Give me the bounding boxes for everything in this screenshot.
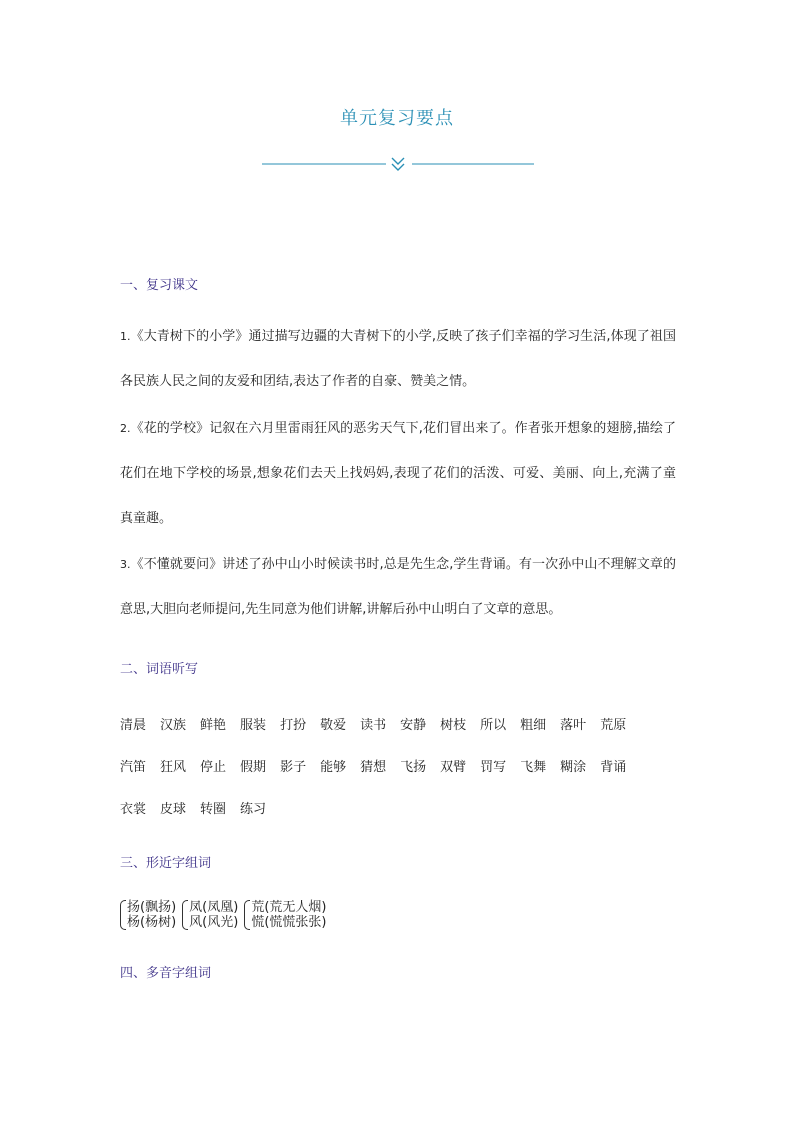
similar-char-group	[120, 900, 176, 930]
page-title: 单元复习要点	[340, 108, 454, 129]
brace	[120, 900, 126, 930]
vocab-word: 背诵	[600, 760, 627, 775]
item-text: 《大青树下的小学》通过描写边疆的大青树下的小学,反映了孩子们幸福的学习生活,体现了祖国各民族人民之间的友爱和团结,表达了作者的自豪、赞美之情。	[120, 329, 676, 389]
item-number: 2.	[120, 422, 131, 435]
vocab-word: 服装	[240, 718, 267, 733]
vocab-word: 衣裳	[120, 802, 147, 817]
similar-char-word: 慌(慌慌张张)	[251, 915, 327, 930]
item-number: 1.	[120, 330, 131, 343]
item-number: 3.	[120, 558, 131, 571]
vocab-word: 糊涂	[560, 760, 587, 775]
vocab-word: 汉族	[160, 718, 187, 733]
similar-chars-groups	[120, 900, 326, 930]
vocab-word: 练习	[240, 802, 267, 817]
similar-char-word: 杨(杨树)	[127, 915, 177, 930]
item-text: 《不懂就要问》讲述了孙中山小时候读书时,总是先生念,学生背诵。有一次孙中山不理解文章的意思,大胆向老师提问,先生同意为他们讲解,讲解后孙中山明白了文章的意思。	[120, 557, 676, 617]
vocab-word: 所以	[480, 718, 507, 733]
vocab-word: 荒原	[600, 718, 627, 733]
dictation-row-2	[120, 756, 680, 775]
similar-char-group	[244, 900, 326, 930]
similar-char-group	[182, 900, 238, 930]
vocab-word: 鲜艳	[200, 718, 227, 733]
vocab-word: 树枝	[440, 718, 467, 733]
vocab-word: 安静	[400, 718, 427, 733]
vocab-word: 读书	[360, 718, 387, 733]
vocab-word: 落叶	[560, 718, 587, 733]
vocab-word: 飞扬	[400, 760, 427, 775]
review-item-1	[120, 314, 676, 404]
vocab-word: 粗细	[520, 718, 547, 733]
vocab-word: 飞舞	[520, 760, 547, 775]
vocab-word: 皮球	[160, 802, 187, 817]
brace	[244, 900, 250, 930]
vocab-word: 狂风	[160, 760, 187, 775]
vocab-word: 转圈	[200, 802, 227, 817]
vocab-word: 罚写	[480, 760, 507, 775]
similar-char-word: 风(风光)	[189, 915, 239, 930]
review-item-3	[120, 542, 676, 632]
dictation-row-3	[120, 798, 680, 817]
title-divider	[262, 154, 534, 174]
vocab-word: 清晨	[120, 718, 147, 733]
vocab-word: 假期	[240, 760, 267, 775]
dictation-row-1	[120, 714, 680, 733]
review-item-2	[120, 406, 676, 541]
vocab-word: 猜想	[360, 760, 387, 775]
similar-char-word: 凤(凤凰)	[189, 900, 239, 915]
similar-char-word: 荒(荒无人烟)	[251, 900, 327, 915]
vocab-word: 敬爱	[320, 718, 347, 733]
item-text: 《花的学校》记叙在六月里雷雨狂风的恶劣天气下,花们冒出来了。作者张开想象的翅膀,描绘了花们在地下学校的场景,想象花们去天上找妈妈,表现了花们的活泼、可爱、美丽、向上,充满了童真童趣。	[120, 421, 676, 526]
vocab-word: 汽笛	[120, 760, 147, 775]
section-heading-review-texts: 一、复习课文	[120, 278, 199, 293]
section-heading-similar-chars: 三、形近字组词	[120, 856, 212, 871]
section-heading-polyphones: 四、多音字组词	[120, 966, 212, 981]
vocab-word: 影子	[280, 760, 307, 775]
brace	[182, 900, 188, 930]
vocab-word: 停止	[200, 760, 227, 775]
vocab-word: 打扮	[280, 718, 307, 733]
vocab-word: 能够	[320, 760, 347, 775]
double-chevron-down-icon	[392, 158, 404, 170]
section-heading-dictation: 二、词语听写	[120, 662, 199, 677]
similar-char-word: 扬(飘扬)	[127, 900, 177, 915]
vocab-word: 双臂	[440, 760, 467, 775]
